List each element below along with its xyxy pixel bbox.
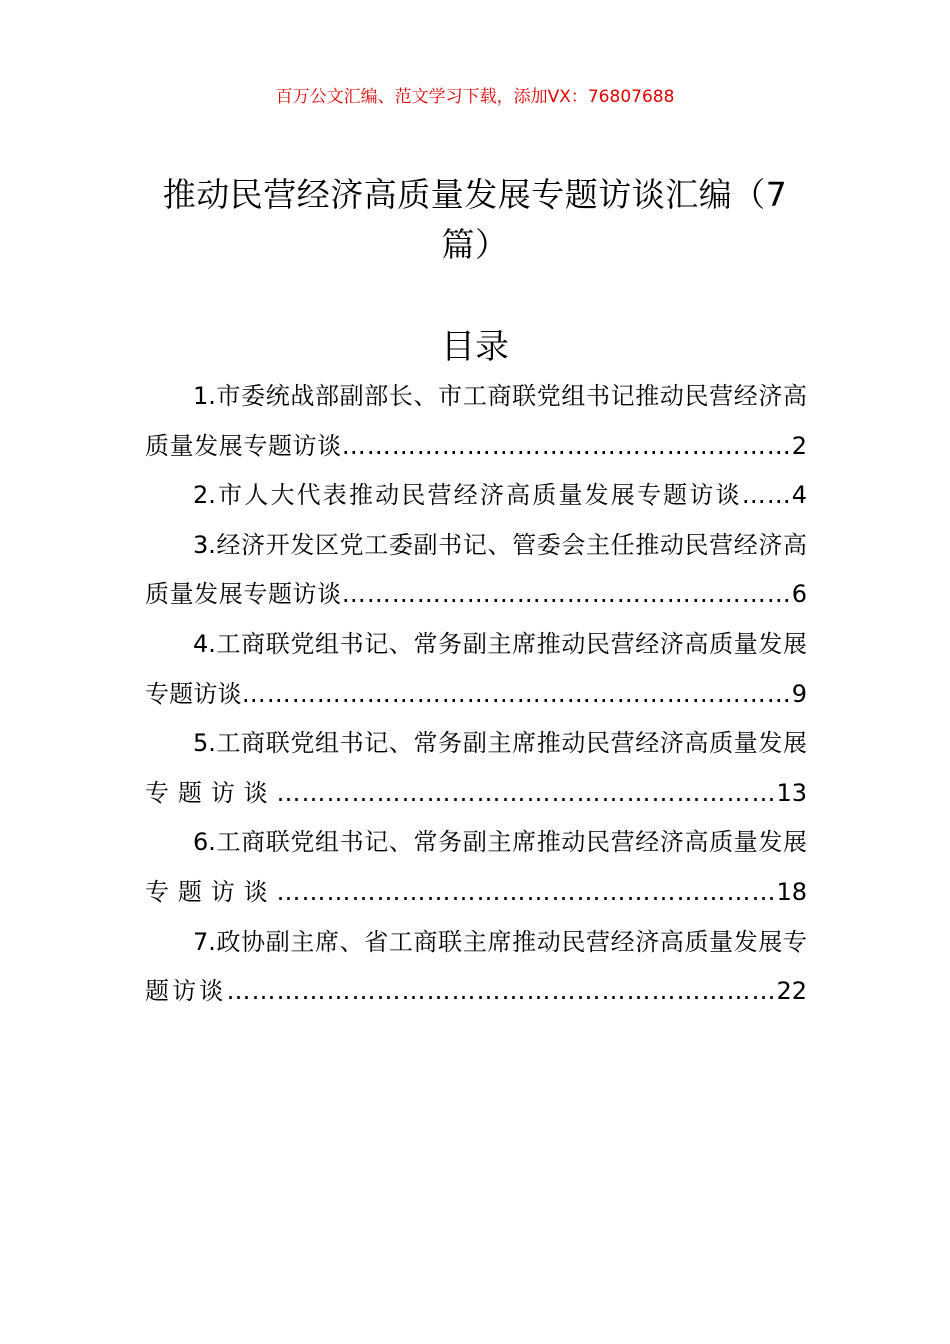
toc-entry-5[interactable] [145,719,807,818]
document-title: 推动民营经济高质量发展专题访谈汇编（7篇） [162,175,788,264]
toc-entry-2[interactable] [145,471,807,521]
toc-entry-leader: …………………………………………………… [276,877,777,906]
toc-entry-1[interactable] [145,372,807,471]
toc-entry-page: 22 [776,977,807,1006]
toc-entry-7[interactable] [145,918,807,1017]
toc-entry-title: 4.工商联党组书记、常务副主席推动民营经济高质量发展专题访谈 [145,629,807,708]
toc-entry-leader: ………………………………………………………… [226,977,777,1006]
toc-entry-3[interactable] [145,521,807,620]
toc-heading: 目录 [441,327,509,367]
toc-entry-title: 5.工商联党组书记、常务副主席推动民营经济高质量发展专题访谈 [145,729,807,807]
table-of-contents [145,372,807,1017]
toc-entry-title: 7.政协副主席、省工商联主席推动民营经济高质量发展专题访谈 [145,927,807,1006]
toc-entry-page: 4 [791,481,807,510]
toc-entry-leader: …… [741,481,792,510]
toc-entry-leader: ………………………………………………………… [241,679,792,708]
header-note: 百万公文汇编、范文学习下载，添加VX：76807688 [275,87,675,107]
toc-entry-page: 13 [776,778,807,807]
toc-entry-page: 9 [791,679,807,708]
toc-entry-leader: …………………………………………………… [276,778,777,807]
toc-entry-leader: ……………………………………………… [341,580,792,609]
toc-entry-leader: ……………………………………………… [341,431,792,460]
toc-entry-title: 2.市人大代表推动民营经济高质量发展专题访谈 [193,481,742,510]
toc-entry-page: 6 [791,580,807,609]
toc-entry-title: 3.经济开发区党工委副书记、管委会主任推动民营经济高质量发展专题访谈 [145,530,807,609]
toc-entry-title: 6.工商联党组书记、常务副主席推动民营经济高质量发展专题访谈 [145,828,807,906]
toc-entry-title: 1.市委统战部副部长、市工商联党组书记推动民营经济高质量发展专题访谈 [145,382,807,460]
toc-entry-4[interactable] [145,620,807,719]
toc-entry-page: 18 [776,877,807,906]
toc-entry-page: 2 [791,431,807,460]
toc-entry-6[interactable] [145,818,807,917]
